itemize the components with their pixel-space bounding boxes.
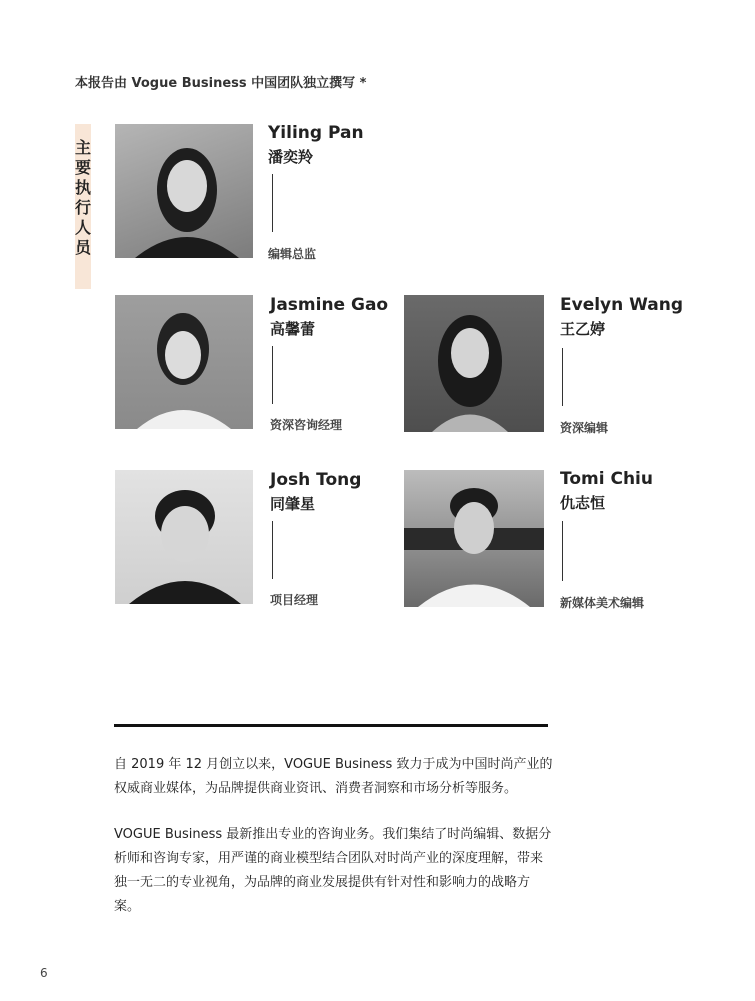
page-number: 6 (40, 966, 48, 980)
section-tab-char: 要 (75, 158, 92, 177)
portrait-photo (404, 470, 544, 607)
divider-line (272, 346, 273, 404)
section-tab-char: 执 (75, 178, 92, 197)
services-paragraph: VOGUE Business 最新推出专业的咨询业务。我们集结了时尚编辑、数据分析师和咨询专家，用严谨的商业模型结合团队对时尚产业的深度理解，带来独一无二的专业视角，为品牌的商业发展提供有针对性和影响力的战略方案。 (114, 827, 552, 914)
report-note: 本报告由 Vogue Business 中国团队独立撰写 * (75, 76, 367, 91)
person-role: 资深编辑 (560, 421, 609, 435)
person-role: 项目经理 (270, 593, 319, 607)
portrait-photo (115, 295, 253, 429)
intro-paragraph: 自 2019 年 12 月创立以来，VOGUE Business 致力于成为中国时尚产业的权威商业媒体，为品牌提供商业资讯、消费者洞察和市场分析等服务。 (114, 757, 553, 796)
person-name-cn: 同肇星 (270, 495, 316, 513)
person-name-cn: 高馨蕾 (270, 320, 316, 338)
person-name-cn: 潘奕羚 (268, 148, 314, 166)
person-name-en: Jasmine Gao (270, 295, 389, 315)
person-role: 资深咨询经理 (270, 418, 343, 432)
portrait-photo (115, 470, 253, 604)
section-tab-char: 主 (75, 138, 92, 157)
section-tab (75, 124, 91, 289)
person-role: 新媒体美术编辑 (560, 596, 645, 610)
divider-line (272, 521, 273, 579)
divider-line (272, 174, 273, 232)
portrait-photo (404, 295, 544, 432)
divider-line (562, 348, 563, 406)
divider-line (562, 521, 563, 581)
portrait-photo (115, 124, 253, 258)
section-tab-char: 员 (75, 238, 92, 257)
person-role: 编辑总监 (268, 247, 317, 261)
section-tab-char: 人 (75, 218, 92, 237)
person-name-en: Tomi Chiu (560, 469, 653, 489)
person-name-en: Yiling Pan (268, 123, 364, 143)
person-name-en: Josh Tong (270, 470, 362, 490)
person-name-en: Evelyn Wang (560, 295, 684, 315)
person-name-cn: 王乙婷 (560, 320, 606, 338)
section-tab-char: 行 (75, 198, 92, 217)
section-rule (114, 724, 548, 727)
person-name-cn: 仇志恒 (560, 494, 606, 512)
